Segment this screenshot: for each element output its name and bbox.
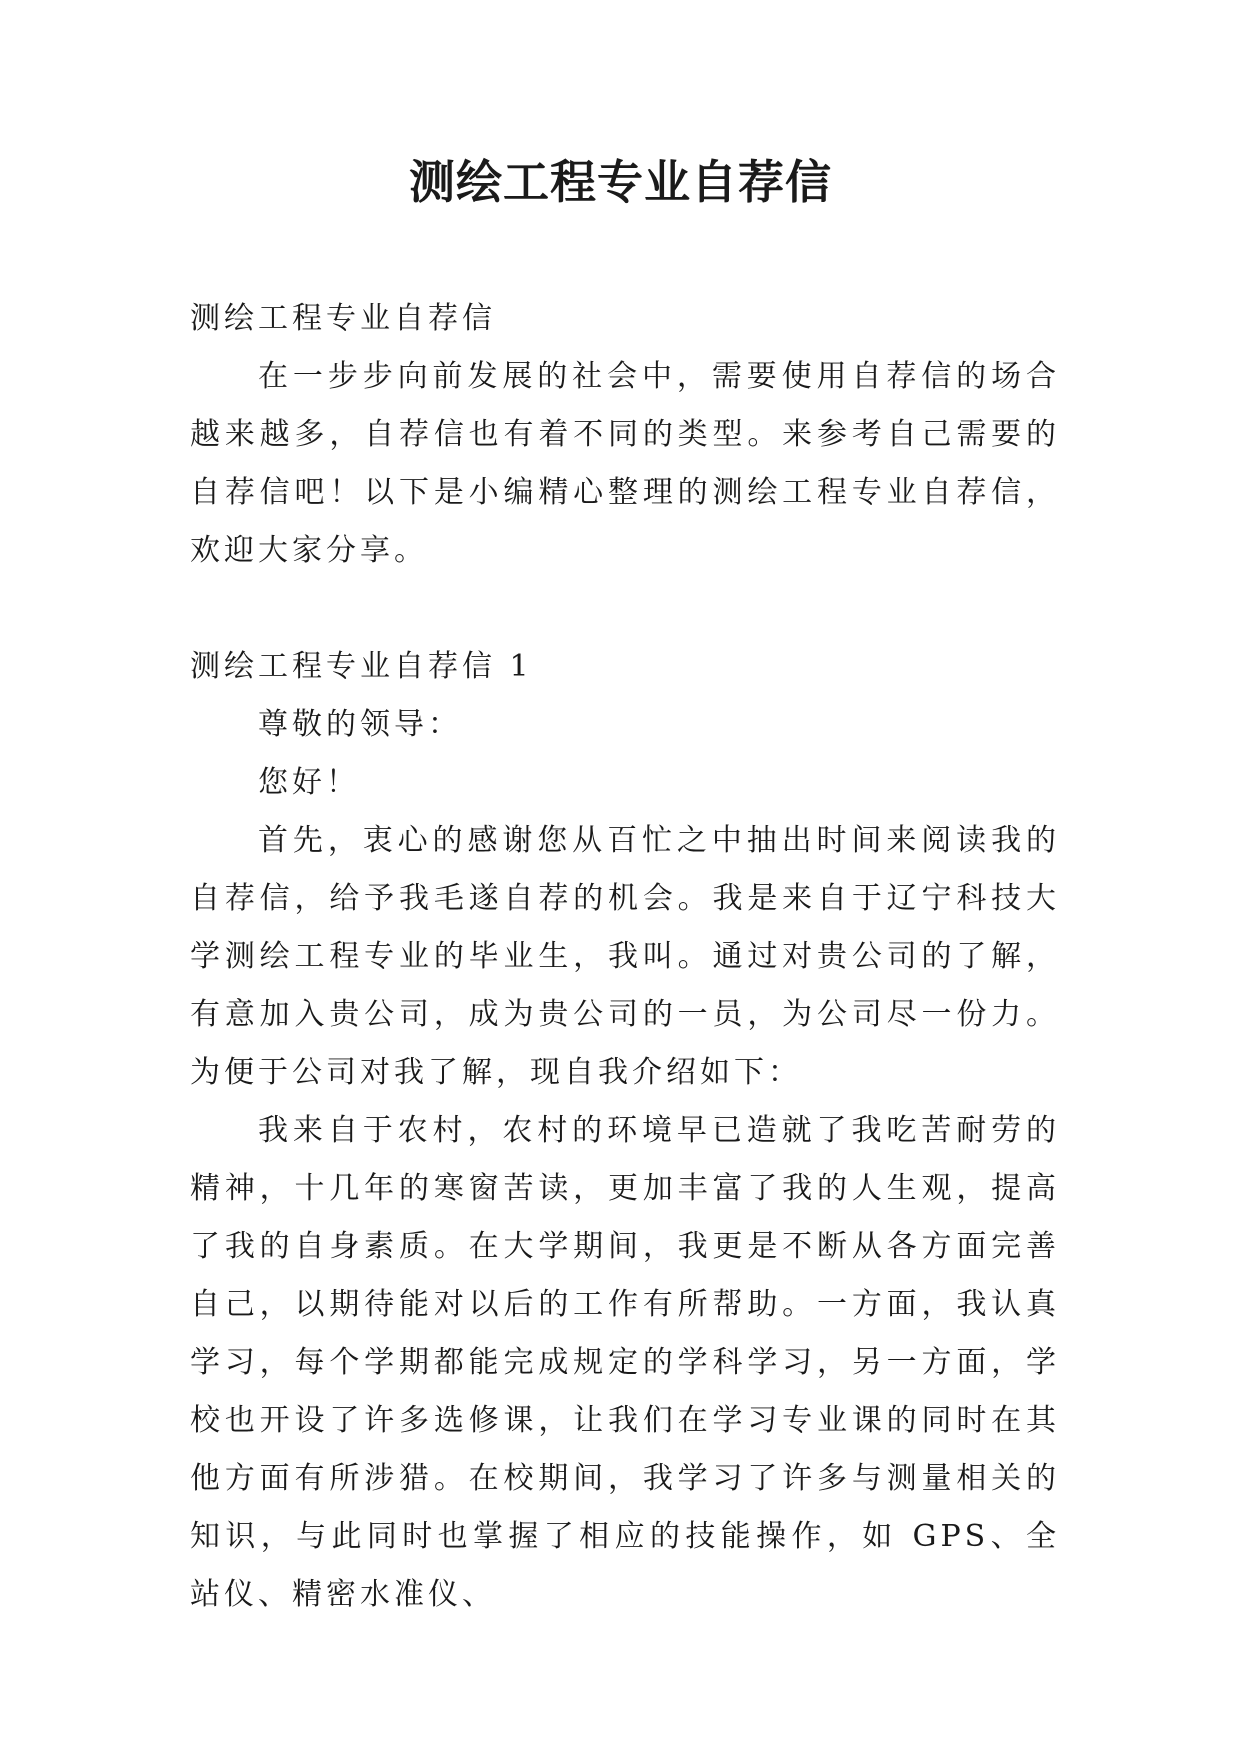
paragraph-gap [190, 580, 1060, 638]
document-body [190, 290, 1060, 1624]
body-paragraph-2: 我来自于农村，农村的环境早已造就了我吃苦耐劳的精神，十几年的寒窗苦读，更加丰富了我的人生观，提高了我的自身素质。在大学期间，我更是不断从各方面完善自己，以期待能对以后的工作有所帮助。一方面，我认真学习，每个学期都能完成规定的学科学习，另一方面，学校也开设了许多选修课，让我们在学习专业课的同时在其他方面有所涉猎。在校期间，我学习了许多与测量相关的知识，与此同时也掌握了相应的技能操作，如 GPS、全站仪、精密水准仪、 [190, 1113, 1060, 1612]
salutation: 尊敬的领导： [258, 707, 462, 742]
greeting: 您好！ [258, 765, 360, 800]
section-heading: 测绘工程专业自荐信 1 [190, 649, 533, 684]
document-title: 测绘工程专业自荐信 [409, 155, 832, 209]
body-paragraph-1: 首先，衷心的感谢您从百忙之中抽出时间来阅读我的自荐信，给予我毛遂自荐的机会。我是来自于辽宁科技大学测绘工程专业的毕业生，我叫。通过对贵公司的了解，有意加入贵公司，成为贵公司的一员，为公司尽一份力。为便于公司对我了解，现自我介绍如下： [190, 823, 1060, 1090]
document-subtitle: 测绘工程专业自荐信 [190, 301, 496, 336]
intro-paragraph: 在一步步向前发展的社会中，需要使用自荐信的场合越来越多，自荐信也有着不同的类型。来参考自己需要的自荐信吧！以下是小编精心整理的测绘工程专业自荐信，欢迎大家分享。 [190, 359, 1060, 568]
